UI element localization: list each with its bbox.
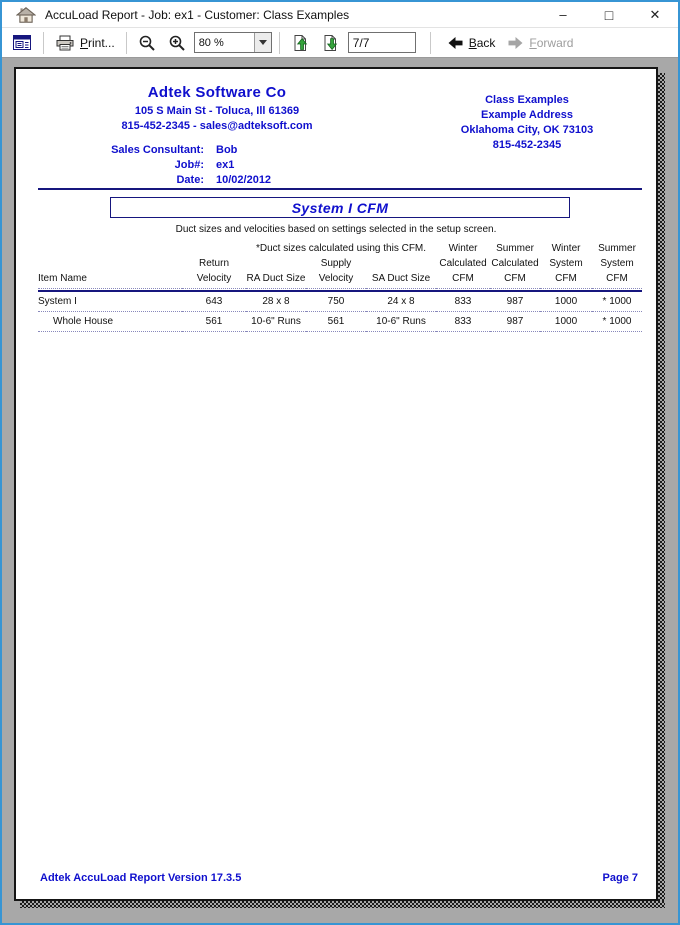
- header-cell: Summer: [598, 243, 636, 254]
- arrow-right-icon: [507, 36, 524, 50]
- zoom-level-select[interactable]: [194, 32, 272, 53]
- header-cell: Return: [198, 258, 229, 269]
- zoom-in-button[interactable]: [163, 30, 191, 56]
- section-title: System I CFM: [291, 199, 389, 216]
- toolbar-separator: [43, 32, 44, 54]
- printer-icon: [55, 35, 75, 51]
- caption-buttons: [540, 2, 678, 27]
- header-cell: Summer: [496, 243, 534, 254]
- report-layout-icon: [12, 34, 32, 52]
- print-label: Print...: [80, 35, 115, 50]
- table-cell: 561: [182, 311, 246, 331]
- company-contact: 815-452-2345 - sales@adteksoft.com: [121, 120, 313, 132]
- header-cell: SA Duct Size: [366, 271, 436, 289]
- header-cell: CFM: [490, 271, 540, 289]
- table-note: *Duct sizes calculated using this CFM.: [255, 243, 427, 254]
- toolbar-separator: [279, 32, 280, 54]
- forward-button[interactable]: [502, 30, 578, 56]
- table-cell: 561: [306, 311, 366, 331]
- page-shadow: [658, 73, 665, 908]
- header-cell: [38, 241, 182, 256]
- table-cell: 1000: [540, 311, 592, 331]
- header-cell: Item Name: [38, 271, 182, 289]
- previous-page-button[interactable]: [286, 30, 314, 56]
- table-cell: 987: [490, 291, 540, 312]
- company-block: [44, 84, 390, 134]
- job-meta: [46, 143, 271, 188]
- meta-row: [46, 158, 271, 173]
- table-cell: 1000: [540, 291, 592, 312]
- table-cell: 28 x 8: [246, 291, 306, 312]
- header-cell: [366, 256, 436, 271]
- table-row: [38, 291, 642, 312]
- meta-row: [46, 143, 271, 158]
- maximize-button[interactable]: □: [604, 6, 614, 23]
- arrow-left-icon: [447, 36, 464, 50]
- table-cell: 10-6" Runs: [366, 311, 436, 331]
- header-cell: System: [549, 258, 583, 269]
- magnifier-minus-icon: [138, 34, 156, 52]
- chevron-down-icon: [259, 40, 267, 45]
- toolbar: [2, 28, 678, 58]
- zoom-level-value: 80 %: [198, 36, 224, 49]
- header-cell: Supply: [320, 258, 352, 269]
- customer-address: Example Address: [481, 109, 573, 121]
- magnifier-plus-icon: [168, 34, 186, 52]
- minimize-button[interactable]: –: [559, 7, 567, 22]
- header-cell: [182, 241, 246, 256]
- meta-row: [46, 173, 271, 188]
- cfm-table: [38, 241, 642, 332]
- back-label: Back: [468, 35, 496, 50]
- toolbar-separator: [126, 32, 127, 54]
- table-cell: * 1000: [592, 291, 642, 312]
- next-page-button[interactable]: [316, 30, 344, 56]
- table-row: [38, 311, 642, 331]
- window-title: AccuLoad Report - Job: ex1 - Customer: Class Examples: [45, 7, 350, 22]
- customer-phone: 815-452-2345: [492, 139, 562, 151]
- page-number-input[interactable]: [348, 32, 416, 53]
- header-cell: CFM: [540, 271, 592, 289]
- header-cell: Calculated: [491, 258, 539, 269]
- table-header-row: [38, 241, 642, 256]
- forward-label: Forward: [529, 35, 574, 50]
- page-up-icon: [291, 34, 309, 52]
- header-cell: Winter: [448, 243, 478, 254]
- page-down-icon: [321, 34, 339, 52]
- back-button[interactable]: [442, 30, 501, 56]
- customer-block: [413, 93, 641, 153]
- header-cell: Velocity: [182, 271, 246, 289]
- report-version: Adtek AccuLoad Report Version 17.3.5: [40, 872, 242, 884]
- customer-name: Class Examples: [485, 94, 569, 106]
- meta-value: 10/02/2012: [216, 174, 272, 186]
- header-cell: RA Duct Size: [246, 271, 306, 289]
- section-title-box: [110, 197, 570, 218]
- meta-label: Job#:: [174, 159, 204, 171]
- header-cell: System: [600, 258, 634, 269]
- preview-canvas: [2, 58, 678, 923]
- table-header-row: [38, 271, 642, 289]
- table-cell: 643: [182, 291, 246, 312]
- page-shadow: [20, 901, 665, 908]
- table-cell: 833: [436, 291, 490, 312]
- table-cell: System I: [38, 291, 182, 312]
- zoom-out-button[interactable]: [133, 30, 161, 56]
- report-page: [14, 67, 658, 901]
- table-cell: 987: [490, 311, 540, 331]
- meta-value: ex1: [216, 159, 235, 171]
- meta-value: Bob: [216, 144, 238, 156]
- company-name: Adtek Software Co: [147, 84, 287, 101]
- table-cell: * 1000: [592, 311, 642, 331]
- header-cell: [38, 256, 182, 271]
- table-header-row: [38, 256, 642, 271]
- house-icon: [16, 6, 36, 24]
- header-cell: Calculated: [439, 258, 487, 269]
- report-description: Duct sizes and velocities based on settings selected in the setup screen.: [175, 224, 497, 235]
- report-options-button[interactable]: [7, 30, 37, 56]
- table-cell: Whole House: [38, 311, 182, 331]
- print-button[interactable]: [50, 30, 120, 56]
- header-divider: [38, 188, 642, 190]
- meta-label: Date:: [176, 174, 204, 186]
- page-number: Page 7: [602, 872, 638, 884]
- header-cell: CFM: [592, 271, 642, 289]
- table-cell: 10-6" Runs: [246, 311, 306, 331]
- table-cell: 24 x 8: [366, 291, 436, 312]
- header-cell: Velocity: [306, 271, 366, 289]
- header-cell: CFM: [436, 271, 490, 289]
- meta-label: Sales Consultant:: [111, 144, 204, 156]
- header-cell: Winter: [551, 243, 581, 254]
- table-cell: 750: [306, 291, 366, 312]
- company-address: 105 S Main St - Toluca, Ill 61369: [134, 105, 300, 117]
- close-button[interactable]: ✕: [649, 6, 661, 22]
- header-cell: [246, 256, 306, 271]
- table-cell: 833: [436, 311, 490, 331]
- zoom-dropdown-button[interactable]: [254, 33, 271, 52]
- customer-city: Oklahoma City, OK 73103: [460, 124, 594, 136]
- toolbar-separator: [430, 32, 431, 54]
- titlebar[interactable]: [2, 2, 678, 28]
